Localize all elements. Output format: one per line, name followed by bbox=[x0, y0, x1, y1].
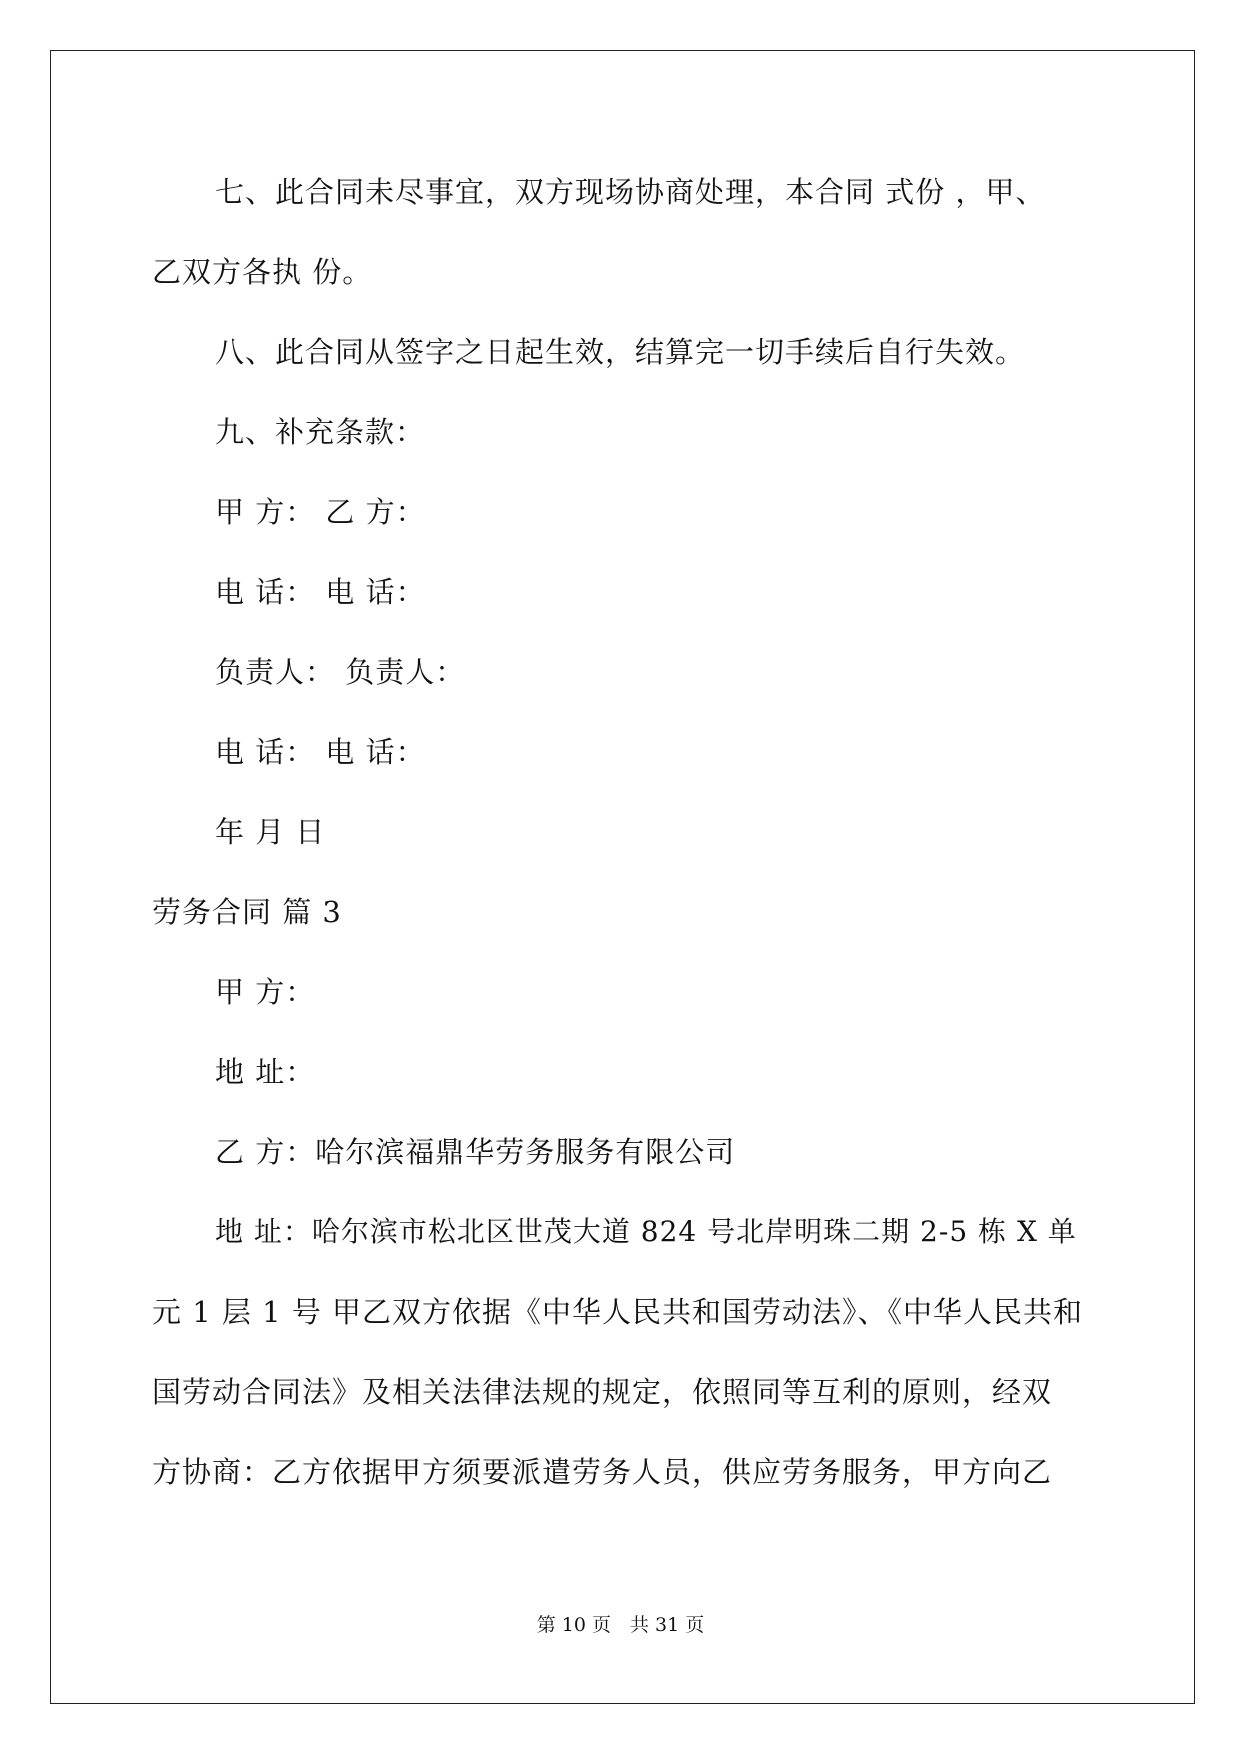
party-a-label: 甲 方： bbox=[215, 975, 316, 1009]
party-b-address-line-2: 元 1 层 1 号 甲乙双方依据《中华人民共和国劳动法》、《中华人民共和 bbox=[152, 1295, 1083, 1329]
clause-9-heading: 九、补充条款： bbox=[215, 415, 426, 449]
clause-8: 八、此合同从签字之日起生效，结算完一切手续后自行失效。 bbox=[215, 335, 1026, 369]
page-number-footer: 第 10 页 共 31 页 bbox=[536, 1614, 705, 1636]
signature-date-row: 年 月 日 bbox=[215, 815, 326, 849]
clause-7-line-2: 乙双方各执 份。 bbox=[152, 255, 373, 289]
preamble-line-1: 国劳动合同法》及相关法律法规的规定，依照同等互利的原则，经双 bbox=[152, 1375, 1053, 1409]
party-a-address: 地 址： bbox=[215, 1055, 316, 1089]
signature-phone-row-2: 电 话： 电 话： bbox=[215, 735, 426, 769]
signature-party-row: 甲 方： 乙 方： bbox=[215, 495, 426, 529]
preamble-line-2: 方协商：乙方依据甲方须要派遣劳务人员，供应劳务服务，甲方向乙 bbox=[152, 1455, 1053, 1489]
section-title: 劳务合同 篇 3 bbox=[152, 895, 342, 929]
clause-7-line-1: 七、此合同未尽事宜，双方现场协商处理，本合同 式份 ，甲、 bbox=[215, 175, 1046, 209]
party-b-name: 乙 方：哈尔滨福鼎华劳务服务有限公司 bbox=[215, 1135, 736, 1169]
party-b-address-line-1: 地 址：哈尔滨市松北区世茂大道 824 号北岸明珠二期 2-5 栋 X 单 bbox=[215, 1215, 1077, 1248]
signature-responsible-row: 负责人： 负责人： bbox=[215, 655, 466, 689]
signature-phone-row-1: 电 话： 电 话： bbox=[215, 575, 426, 609]
